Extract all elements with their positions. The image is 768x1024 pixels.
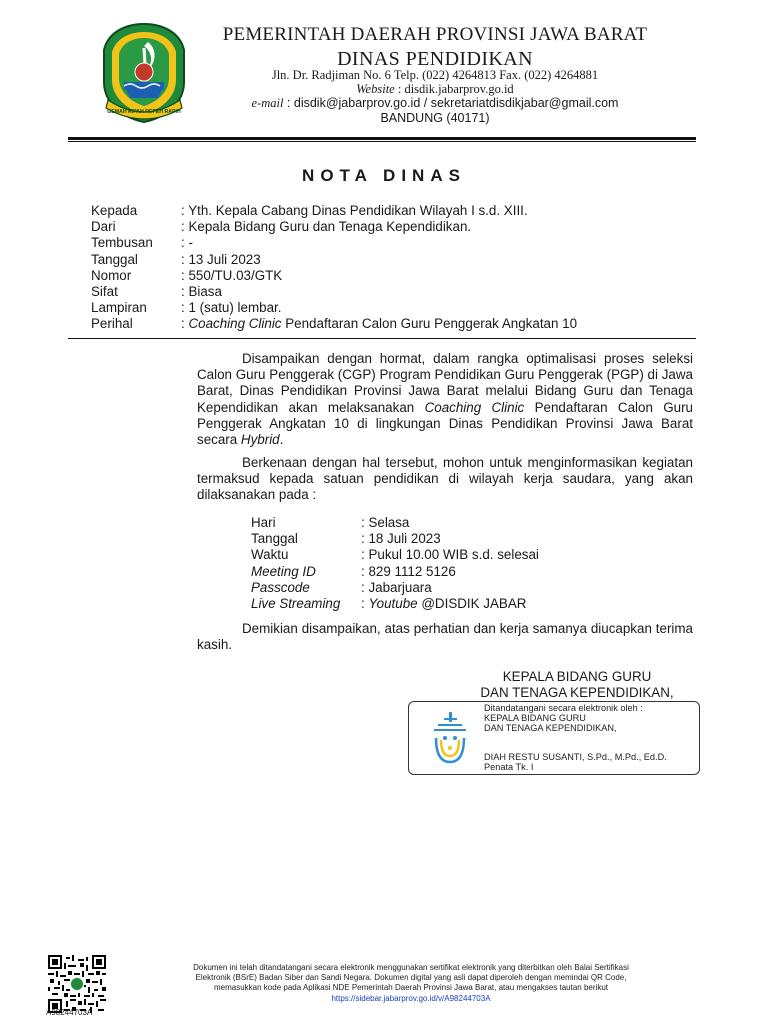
website-value[interactable]: : disdik.jabarprov.go.id	[394, 82, 514, 96]
header-divider-thick	[68, 137, 696, 140]
meta-value: : 550/TU.03/GTK	[181, 267, 283, 283]
meta-row-tanggal	[91, 252, 577, 268]
schedule-row-tanggal	[251, 531, 539, 547]
svg-text:GEMAH RIPAH REPEH RAPIH: GEMAH RIPAH REPEH RAPIH	[107, 109, 181, 115]
department-name: DINAS PENDIDIKAN	[337, 48, 533, 70]
meta-value: : Biasa	[181, 283, 222, 299]
live-rest: @DISDIK JABAR	[417, 595, 527, 611]
signature-position-1: KEPALA BIDANG GURU	[484, 713, 586, 723]
perihal-prefix: :	[181, 316, 189, 332]
p1-text-b: Pendaftaran Calon Guru Penggerak Angkatan 10 di lingkungan Dinas Pendidikan Provinsi Jawa Barat secara	[197, 399, 693, 448]
email-value[interactable]: : disdik@jabarprov.go.id / sekretariatdisdikjabar@gmail.com	[283, 96, 619, 110]
schedule-value: : 18 Juli 2023	[361, 531, 441, 547]
footer-line-3: memasukkan kode pada Aplikasi NDE Pemerintah Daerah Provinsi Jawa Barat, atau mengakses tautan berikut	[214, 983, 608, 993]
meta-row-nomor	[91, 268, 577, 284]
schedule-label: Passcode	[251, 579, 310, 595]
schedule-row-waktu	[251, 547, 539, 563]
meta-value: : 13 Juli 2023	[181, 251, 261, 267]
body-paragraph-1	[197, 351, 693, 448]
website-label: Website	[356, 82, 395, 96]
meta-row-perihal	[91, 316, 577, 332]
metadata-divider	[68, 338, 696, 339]
bsre-logo-icon	[430, 710, 470, 768]
signature-caption: Ditandatangani secara elektronik oleh :	[484, 703, 643, 713]
meta-label: Tembusan	[91, 235, 153, 251]
qr-code-icon[interactable]	[48, 955, 106, 1013]
meta-row-tembusan	[91, 235, 577, 251]
schedule-value	[361, 596, 526, 612]
signatory-title-2: DAN TENAGA KEPENDIDIKAN,	[480, 685, 674, 700]
meta-value	[181, 316, 577, 332]
jawa-barat-emblem-icon	[100, 20, 188, 124]
footer-line-2: Elektronik (BSrE) Badan Siber dan Sandi Negara. Dokumen digital yang asli dapat diperoleh dengan memindai QR Code,	[195, 973, 627, 983]
meta-label: Perihal	[91, 316, 133, 332]
email-label: e-mail	[251, 96, 284, 110]
verification-link[interactable]: https://sidebar.jabarprov.go.id/v/A98244703A	[331, 993, 491, 1003]
signature-position-2: DAN TENAGA KEPENDIDIKAN,	[484, 723, 617, 733]
signatory-name: DIAH RESTU SUSANTI, S.Pd., M.Pd., Ed.D.	[484, 752, 667, 762]
p1-text-c: .	[279, 432, 284, 448]
memo-metadata	[91, 203, 577, 333]
meta-row-dari	[91, 219, 577, 235]
meta-value: : 1 (satu) lembar.	[181, 300, 282, 316]
schedule-label: Waktu	[251, 547, 289, 563]
meta-label: Lampiran	[91, 300, 147, 316]
schedule-label: Meeting ID	[251, 563, 316, 579]
schedule-value: : 829 1112 5126	[361, 563, 456, 579]
meta-row-sifat	[91, 284, 577, 300]
schedule-row-hari	[251, 515, 539, 531]
meta-value: : -	[181, 235, 193, 251]
document-title: NOTA DINAS	[302, 166, 466, 185]
live-prefix: :	[361, 595, 369, 611]
schedule-value: : Jabarjuara	[361, 579, 432, 595]
header-divider-thin	[68, 141, 696, 142]
meta-label: Sifat	[91, 283, 118, 299]
office-address: Jln. Dr. Radjiman No. 6 Telp. (022) 4264813 Fax. (022) 4264881	[271, 68, 599, 82]
schedule-row-live-streaming	[251, 596, 539, 612]
meta-label: Kepada	[91, 203, 138, 218]
email-line	[200, 96, 670, 111]
p1-italic-hybrid: Hybrid	[240, 432, 280, 448]
meta-label: Dari	[91, 219, 116, 235]
body-paragraph-3: Demikian disampaikan, atas perhatian dan kerja samanya diucapkan terima kasih.	[197, 621, 693, 653]
meta-row-kepada	[91, 203, 577, 219]
p1-italic-coaching: Coaching Clinic	[424, 399, 525, 415]
signatory-title-1: KEPALA BIDANG GURU	[502, 669, 652, 684]
meta-row-lampiran	[91, 300, 577, 316]
meta-value: : Kepala Bidang Guru dan Tenaga Kependidikan.	[181, 219, 472, 235]
schedule-label: Live Streaming	[251, 595, 341, 611]
signatory-rank: Penata Tk. I	[484, 762, 534, 772]
city-line: BANDUNG (40171)	[380, 111, 490, 125]
schedule-label: Tanggal	[251, 531, 298, 547]
schedule-value: : Pukul 10.00 WIB s.d. selesai	[361, 547, 539, 563]
schedule-value: : Selasa	[361, 515, 410, 530]
meta-value: : Yth. Kepala Cabang Dinas Pendidikan Wilayah I s.d. XIII.	[181, 203, 528, 218]
schedule-row-meeting-id	[251, 564, 539, 580]
government-name: PEMERINTAH DAERAH PROVINSI JAWA BARAT	[222, 24, 648, 45]
perihal-italic: Coaching Clinic	[188, 316, 282, 332]
meta-label: Tanggal	[91, 251, 138, 267]
meta-label: Nomor	[91, 267, 132, 283]
schedule-label: Hari	[251, 515, 276, 530]
e-signature-notice	[132, 963, 690, 1004]
schedule-row-passcode	[251, 580, 539, 596]
footer-line-1: Dokumen ini telah ditandatangani secara elektronik menggunakan sertifikat elektronik yang diterbitkan oleh Balai Sertifikasi	[193, 963, 629, 972]
perihal-rest: Pendaftaran Calon Guru Penggerak Angkatan 10	[281, 316, 578, 332]
event-schedule	[251, 515, 539, 612]
p1-text-a: Disampaikan dengan hormat, dalam rangka optimalisasi proses seleksi Calon Guru Penggerak (CGP) Program Pendidikan Guru Penggerak (PGP) di Jawa Barat, Dinas Pendidikan Provinsi Jawa Barat melalui Bidang Guru dan Tenaga Kependidikan akan melaksanakan	[197, 351, 693, 415]
qr-code-label: A98244703A	[46, 1008, 93, 1017]
live-italic-youtube: Youtube	[368, 595, 418, 611]
website-line	[200, 82, 670, 97]
body-paragraph-2: Berkenaan dengan hal tersebut, mohon untuk menginformasikan kegiatan termaksud kepada satuan pendidikan di wilayah kerja saudara, yang akan dilaksanakan pada :	[197, 455, 693, 503]
